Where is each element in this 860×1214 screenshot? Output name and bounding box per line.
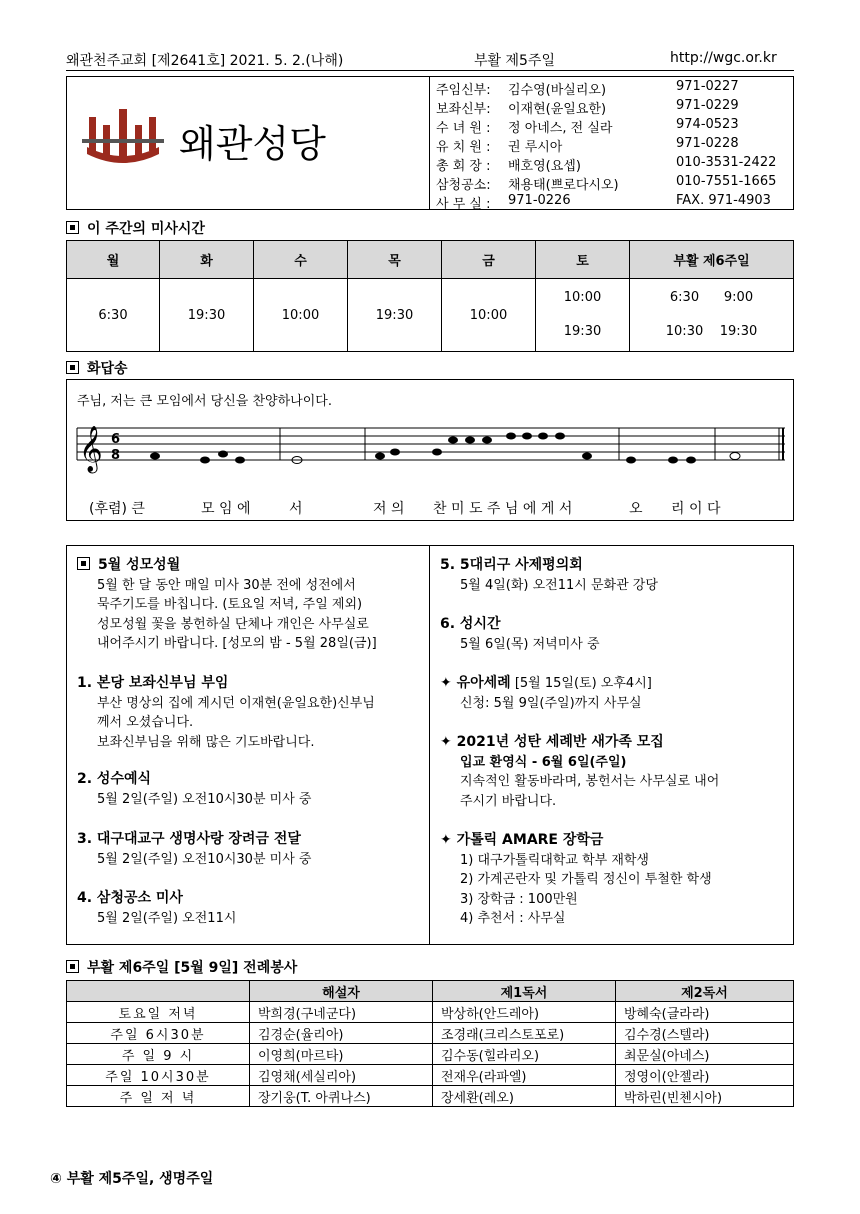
lyric: 오 <box>629 501 643 517</box>
mass-time: 19:30 <box>563 324 602 339</box>
announcement-title-row <box>440 674 652 694</box>
contact-name: 이재현(윤일요한) <box>508 102 607 117</box>
table-row <box>67 1023 794 1044</box>
cross-logo-icon <box>67 77 429 209</box>
contact-list <box>429 77 794 212</box>
service-slot: 주일 10시30분 <box>67 1065 250 1086</box>
contact-phone: FAX. 971-4903 <box>676 193 771 208</box>
service-slot: 토요일 저녁 <box>67 1002 250 1023</box>
parish-info-box <box>66 76 794 210</box>
service-slot: 주일 6시30분 <box>67 1023 250 1044</box>
contact-name: 김수영(바실리오) <box>508 83 607 98</box>
announcement-line: 신청: 5월 9일(주일)까지 사무실 <box>460 695 642 711</box>
hymn-section-title: 화답송 <box>66 358 128 378</box>
lyric: 찬 미 도 주 님 에 게 서 <box>433 501 573 517</box>
bullet-square-icon <box>66 361 79 374</box>
mass-time: 10:00 <box>254 279 348 352</box>
announcements-left-column <box>67 546 430 944</box>
page-footer <box>50 1168 213 1188</box>
announcement-title: 4. 삼청공소 미사 <box>77 890 183 906</box>
sunday-title: 부활 제5주일 <box>474 53 555 69</box>
announcement-item <box>440 615 600 654</box>
announcement-line: 5월 2일(주일) 오전11시 <box>97 910 237 926</box>
table-row <box>67 1065 794 1086</box>
day-header: 월 <box>67 241 160 279</box>
contact-phone: 971-0229 <box>676 98 739 113</box>
sunday-row <box>631 315 792 349</box>
announcement-title: ✦ 가톨릭 AMARE 장학금 <box>440 832 604 848</box>
treble-clef-icon: 𝄞 <box>79 426 103 472</box>
announcement-line: 5월 2일(주일) 오전10시30분 미사 중 <box>97 851 312 867</box>
contact-role: 사 무 실 : <box>436 197 491 212</box>
contact-role: 총 회 장 : <box>436 159 491 174</box>
announcement-line: 5월 한 달 동안 매일 미사 30분 전에 성전에서 <box>97 577 356 593</box>
table-cell: 김영채(세실리아) <box>250 1065 433 1086</box>
contact-role: 수 녀 원 : <box>436 121 491 136</box>
announcement-line: 3) 장학금 : 100만원 <box>460 891 578 907</box>
mass-time: 6:30 <box>67 279 160 352</box>
mass-time: 19:30 <box>348 279 442 352</box>
header-divider <box>66 70 794 71</box>
announcement-item <box>440 556 658 595</box>
day-header: 수 <box>254 241 348 279</box>
day-header: 목 <box>348 241 442 279</box>
announcement-item <box>77 674 375 752</box>
table-cell: 정영이(안젤라) <box>616 1065 794 1086</box>
table-cell: 김수경(스텔라) <box>616 1023 794 1044</box>
announcement-title: ✦ 유아세례 <box>440 675 511 691</box>
contact-role: 유 치 원 : <box>436 140 491 155</box>
saturday-times <box>536 279 630 352</box>
hymn-box <box>66 379 794 521</box>
table-cell: 방혜숙(글라라) <box>616 1002 794 1023</box>
table-cell: 박상하(안드레아) <box>433 1002 616 1023</box>
music-staff <box>75 416 787 476</box>
contact-role: 보좌신부: <box>436 102 491 117</box>
service-slot: 주 일 저 녁 <box>67 1086 250 1107</box>
contact-name: 권 루시아 <box>508 140 563 155</box>
announcement-title: 5. 5대리구 사제평의회 <box>440 557 583 573</box>
announcement-item <box>77 556 377 654</box>
table-cell: 박하린(빈첸시아) <box>616 1086 794 1107</box>
mass-time: 19:30 <box>719 324 758 339</box>
service-roster-table <box>66 980 794 1107</box>
announcements-right-column <box>430 546 794 944</box>
mass-time: 6:30 <box>669 290 700 305</box>
lyric: (후렴) 큰 <box>89 501 145 517</box>
announcement-item <box>440 674 652 713</box>
contact-name: 배호영(요셉) <box>508 159 581 174</box>
day-header: 화 <box>160 241 254 279</box>
table-cell: 장세환(레오) <box>433 1086 616 1107</box>
contact-phone: 974-0523 <box>676 117 739 132</box>
mass-time: 19:30 <box>160 279 254 352</box>
column-header: 해설자 <box>250 981 433 1002</box>
contact-name: 971-0226 <box>508 193 571 208</box>
announcement-title: 5월 성모성월 <box>77 556 377 576</box>
table-row <box>67 1086 794 1107</box>
announcement-title: 6. 성시간 <box>440 616 501 632</box>
mass-schedule-table <box>66 240 794 352</box>
bullet-square-icon <box>77 557 90 570</box>
announcement-line: 묵주기도를 바칩니다. (토요일 저녁, 주일 제외) <box>97 597 363 612</box>
announcement-title: 2. 성수예식 <box>77 771 152 787</box>
lyric: 리 이 다 <box>671 501 721 517</box>
announcements-box <box>66 545 794 945</box>
announcement-line: 부산 명상의 집에 계시던 이재현(윤일요한)신부님 <box>97 695 375 711</box>
contact-phone: 010-3531-2422 <box>676 155 777 170</box>
table-row <box>67 279 794 352</box>
sunday-row <box>631 281 792 315</box>
bullet-square-icon <box>66 960 79 973</box>
svg-text:8: 8 <box>111 448 121 463</box>
mass-time: 10:00 <box>442 279 536 352</box>
announcement-item <box>440 733 719 811</box>
table-cell: 이영희(마르타) <box>250 1044 433 1065</box>
contact-name: 채용태(쁘로다시오) <box>508 178 619 193</box>
contact-role: 주임신부: <box>436 83 491 98</box>
column-header: 제1독서 <box>433 981 616 1002</box>
table-cell: 박희경(구네군다) <box>250 1002 433 1023</box>
announcement-title: 3. 대구대교구 생명사랑 장려금 전달 <box>77 831 301 847</box>
table-cell: 김수동(힐라리오) <box>433 1044 616 1065</box>
parish-logo <box>67 77 429 209</box>
website-link[interactable]: http://wgc.or.kr <box>670 50 777 66</box>
day-header: 부활 제6주일 <box>630 241 794 279</box>
lyric: 저 의 <box>373 501 405 517</box>
page-header <box>66 50 794 70</box>
announcement-line: 께서 오셨습니다. <box>97 715 194 730</box>
table-row <box>67 1002 794 1023</box>
issue-info: 왜관천주교회 [제2641호] 2021. 5. 2.(나해) <box>66 53 344 69</box>
table-cell: 조경래(크리스토포로) <box>433 1023 616 1044</box>
hymn-text: 주님, 저는 큰 모임에서 당신을 찬양하나이다. <box>77 394 332 409</box>
announcement-item <box>440 831 712 929</box>
footer-title: 부활 제5주일, 생명주일 <box>66 1171 214 1187</box>
table-header-row <box>67 241 794 279</box>
announcement-line: 보좌신부님을 위해 많은 기도바랍니다. <box>97 734 315 750</box>
announcement-line: 지속적인 활동바라며, 봉헌서는 사무실로 내어 <box>460 774 720 789</box>
day-header: 금 <box>442 241 536 279</box>
table-cell: 장기웅(T. 아퀴나스) <box>250 1086 433 1107</box>
contact-name: 정 아네스, 전 실라 <box>508 121 613 136</box>
service-slot: 주 일 9 시 <box>67 1044 250 1065</box>
table-cell: 전재우(라파엘) <box>433 1065 616 1086</box>
announcement-line: 4) 추천서 : 사무실 <box>460 911 566 926</box>
announcement-date: [5월 15일(토) 오후4시] <box>514 676 652 691</box>
page-number: ④ <box>50 1171 62 1187</box>
table-cell: 최문실(아네스) <box>616 1044 794 1065</box>
lyric: 모 임 에 <box>201 501 251 517</box>
time-signature: 6 <box>111 432 121 447</box>
contact-phone: 971-0227 <box>676 79 739 94</box>
table-header-row <box>67 981 794 1002</box>
announcement-line: 1) 대구가톨릭대학교 학부 재학생 <box>460 852 649 868</box>
announcement-line: 성모성월 꽃을 봉헌하실 단체나 개인은 사무실로 <box>97 616 369 632</box>
announcement-title: ✦ 2021년 성탄 세례반 새가족 모집 <box>440 734 664 750</box>
day-header: 토 <box>536 241 630 279</box>
bullet-square-icon <box>66 221 79 234</box>
contact-role: 삼청공소: <box>436 178 491 193</box>
lyric: 서 <box>289 501 303 517</box>
announcement-item <box>77 770 311 809</box>
announcement-line: 주시기 바랍니다. <box>460 793 557 809</box>
announcement-title: 1. 본당 보좌신부님 부임 <box>77 675 229 691</box>
announcement-line: 내어주시기 바랍니다. [성모의 밤 - 5월 28일(금)] <box>97 636 377 651</box>
logo-text: 왜관성당 <box>179 122 326 166</box>
announcement-line: 5월 2일(주일) 오전10시30분 미사 중 <box>97 791 312 807</box>
table-row <box>67 1044 794 1065</box>
announcement-line: 5월 6일(목) 저녁미사 중 <box>460 636 600 652</box>
mass-time: 10:00 <box>563 290 602 305</box>
contact-phone: 010-7551-1665 <box>676 174 777 189</box>
column-header: 제2독서 <box>616 981 794 1002</box>
announcement-line: 2) 가계곤란자 및 가톨릭 정신이 투철한 학생 <box>460 872 712 887</box>
sunday-times <box>630 279 794 352</box>
service-section-title: 부활 제6주일 [5월 9일] 전례봉사 <box>66 957 297 977</box>
column-header <box>67 981 250 1002</box>
mass-time: 9:00 <box>723 290 754 305</box>
announcement-line: 5월 4일(화) 오전11시 문화관 강당 <box>460 577 658 593</box>
table-cell: 김경순(율리아) <box>250 1023 433 1044</box>
mass-time: 10:30 <box>665 324 704 339</box>
announcement-item <box>77 830 311 869</box>
announcement-item <box>77 889 236 928</box>
announcement-subtitle: 입교 환영식 - 6월 6일(주일) <box>460 754 627 770</box>
contact-phone: 971-0228 <box>676 136 739 151</box>
mass-section-title: 이 주간의 미사시간 <box>66 218 205 238</box>
